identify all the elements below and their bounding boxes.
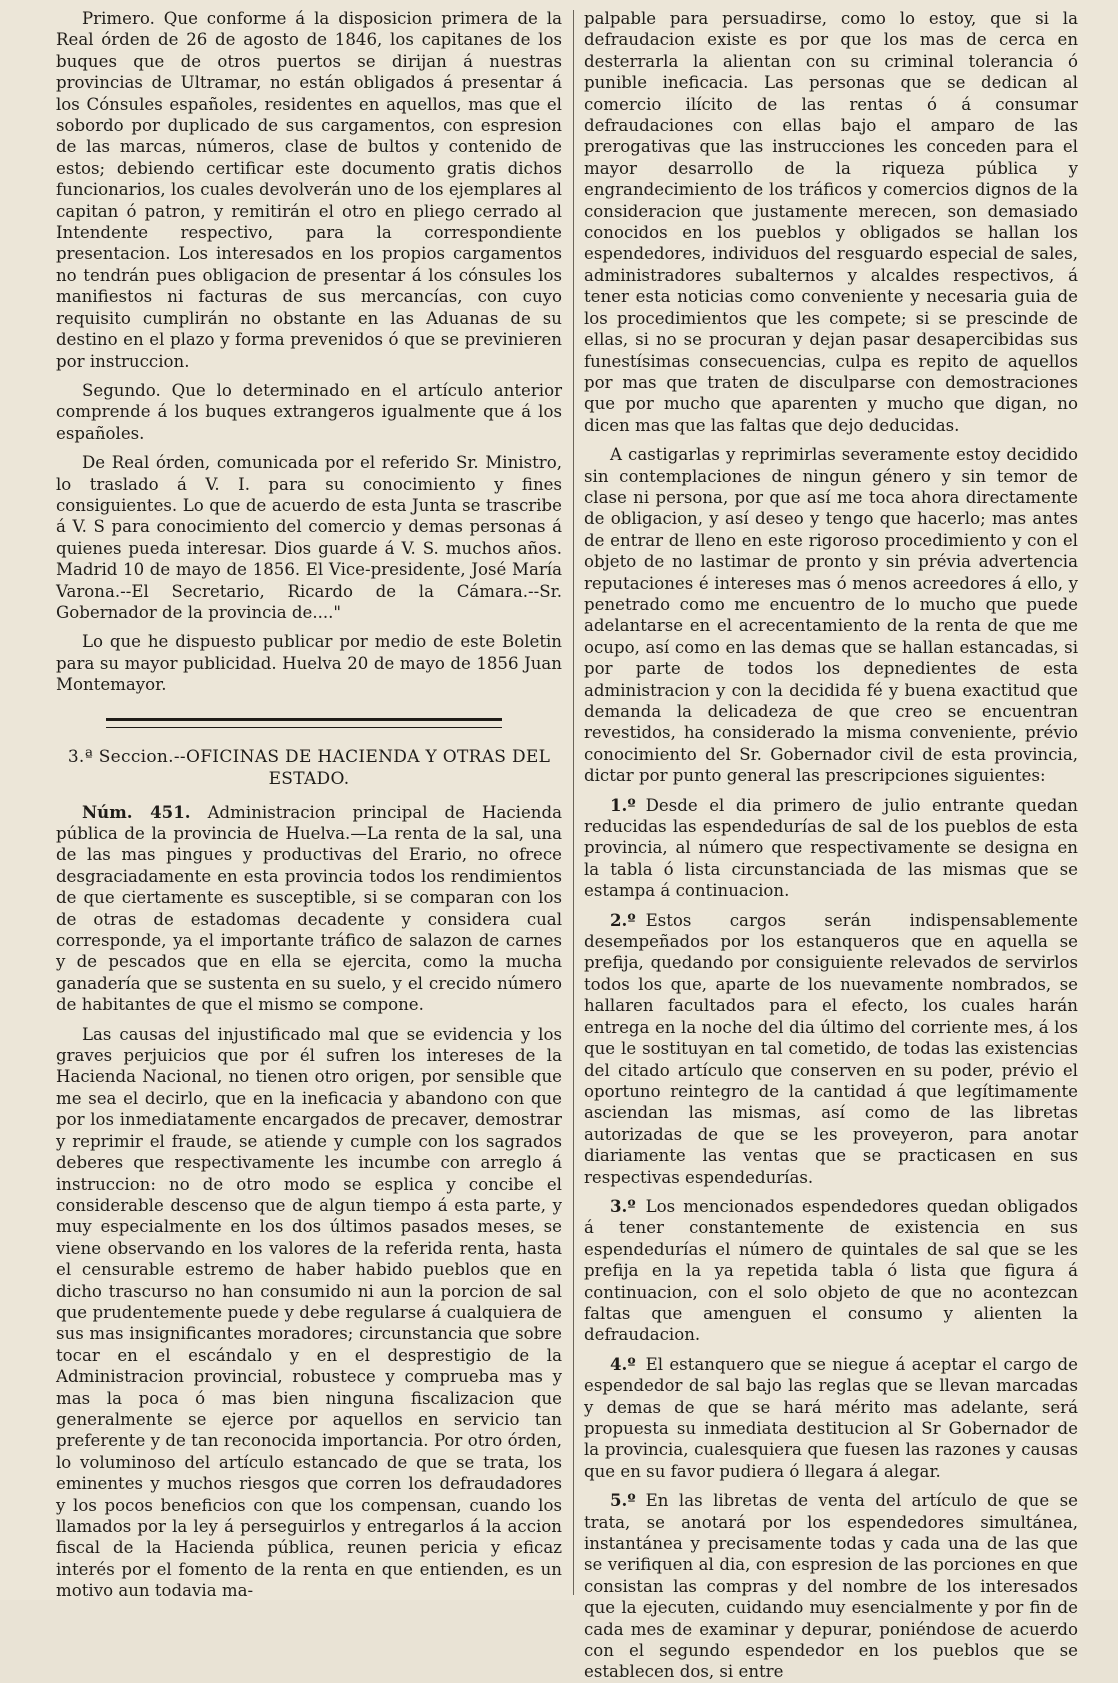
paragraph-palpable: palpable para persuadirse, como lo estoy, que si la defraudacion existe es por que los mas de cerca en desterrarla la alientan con su criminal tolerancia ó punible ineficacia. Las personas que se dedican al comercio ilícito de las rentas ó á consumar defraudaciones con ellas bajo el amparo de las prerogativas que las instrucciones les conceden para el mayor desarrollo de la riqueza pública y engrandecimiento de los tráficos y comercios dignos de la consideracion que justamente merecen, son demasiado conocidos en los pueblos y obligados se hallan los espendedores, individuos del resguardo especial de sales, administradores subalternos y alcaldes respectivos, á tener esta noticias como conveniente y necesaria guia de los procedimientos que les compete; si se prescinde de ellas, si no se procuran y dejan pasar desapercibidas sus funestísimas consecuencias, culpa es repito de aquellos por mas que traten de disculparse con demostraciones que por mucho que aparenten y mucho que digan, no dicen mas que las faltas que dejo deducidas. bbox=[584, 9, 1078, 435]
article-1-number: 1.º bbox=[610, 794, 636, 815]
article-3-text: Los mencionados espendedores quedan obligados á tener constantemente de existencia en sus espendedurías el número de quintales de sal que se les prefija en la ya repetida tabla ó lista que figura á continuacion, con el solo objeto de que no acontezcan faltas que amenguen el consumo y alienten la defraudacion. bbox=[584, 1196, 1078, 1345]
article-2-number: 2.º bbox=[610, 909, 636, 930]
article-1 bbox=[584, 795, 1078, 902]
section-heading: 3.ª Seccion.--OFICINAS DE HACIENDA Y OTRAS DEL ESTADO. bbox=[67, 746, 551, 789]
number-label: Núm. 451. bbox=[82, 801, 191, 822]
article-4-text: El estanquero que se niegue á aceptar el cargo de espendedor de sal bajo las reglas que se llevan marcadas y demas de que se hará mérito mas adelante, será propuesta su inmediata destitucion al Sr Gobernador de la provincia, cualesquiera que fuesen las razones y causas que en su favor pudiera ó llegara á alegar. bbox=[584, 1354, 1078, 1481]
paragraph-primero: Primero. Que conforme á la disposicion primera de la Real órden de 26 de agosto de 1846, los capitanes de los buques que de otros puertos se dirijan á nuestras provincias de Ultramar, no están obligados á presentar á los Cónsules españoles, residentes en aquellos, mas que el sobordo por duplicado de sus cargamentos, con espresion de las marcas, números, clase de bultos y contenido de estos; debiendo certificar este documento gratis dichos funcionarios, los cuales devolverán uno de los ejemplares al capitan ó patron, y remitirán el otro en pliego cerrado al Intendente respectivo, para la correspondiente presentacion. Los interesados en los propios cargamentos no tendrán pues obligacion de presentar á los cónsules los manifiestos ni facturas de sus mercancías, con cuyo requisito cumplirán no obstante en las Aduanas de su destino en el plazo y forma prevenidos ó que se previnieren por instruccion. bbox=[56, 9, 562, 371]
paragraph-segundo: Segundo. Que lo determinado en el artículo anterior comprende á los buques extrangeros igualmente que á los españoles. bbox=[56, 380, 562, 443]
article-1-text: Desde el dia primero de julio entrante quedan reducidas las espendedurías de sal de los pueblos de esta provincia, al número que respectivamente se designa en la tabla ó lista circunstanciada de las mismas que se estampa á continuacion. bbox=[584, 795, 1078, 901]
article-2 bbox=[584, 910, 1078, 1188]
paragraph-castigarlas: A castigarlas y reprimirlas severamente estoy decidido sin contemplaciones de ningun género y sin temor de clase ni persona, por que así me toca ahora directamente de obligacion, y así deseo y tengo que hacerlo; mas antes de entrar de lleno en este rigoroso procedimiento y con el objeto de no lastimar de pronto y sin prévia advertencia reputaciones é intereses mas ó menos acreedores á ello, y penetrado como me encuentro de lo mucho que puede adelantarse en el acrecentamiento de la renta de que me ocupo, así como en las demas que se hallan estancadas, si por parte de todos los depnedientes de esta administracion y con la decidida fé y buena exactitud que demanda la delicadeza de que creo se encuentran revestidos, ha considerado la misma conveniente, prévio conocimiento del Sr. Gobernador civil de esta provincia, dictar por punto general las prescripciones siguientes: bbox=[584, 445, 1078, 786]
article-4-number: 4.º bbox=[610, 1353, 636, 1374]
paragraph-admin bbox=[56, 802, 562, 1016]
article-5 bbox=[584, 1490, 1078, 1683]
article-2-text: Estos cargos serán indispensablemente desempeñados por los estanqueros que en aquella se prefija, quedando por consiguiente relevados de servirlos todos los que, aparte de los nuevamente nombrados, se hallaren facultados para el efecto, los cuales harán entrega en la noche del dia último del corriente mes, á los que le sostituyan en tal cometido, de todas las existencias del citado artículo que conserven en su poder, prévio el oportuno reintegro de la cantidad á que legítimamente asciendan las mismas, así como de las libretas autorizadas de que se les proveyeron, para anotar diariamente las ventas que se practicasen en sus respectivas espendedurías. bbox=[584, 910, 1078, 1187]
column-divider bbox=[573, 10, 574, 1595]
left-column bbox=[56, 8, 563, 1601]
article-5-text: En las libretas de venta del artículo de que se trata, se anotará por los espendedores simultánea, instantánea y precisamente todas y cada una de las que se verifiquen al dia, con espresion de las porciones en que consistan las compras y del nombre de los interesados que la ejecuten, cuidando muy esencialmente y por fin de cada mes de examinar y depurar, poniéndose de acuerdo con el segundo espendedor en los pueblos que se establecen dos, si entre bbox=[584, 1491, 1078, 1682]
article-4 bbox=[584, 1354, 1078, 1482]
paragraph-causas: Las causas del injustificado mal que se evidencia y los graves perjuicios que por él sufren los intereses de la Hacienda Nacional, no tienen otro origen, por sensible que me sea el decirlo, que en la ineficacia y abandono con que por los inmediatamente encargados de precaver, demostrar y reprimir el fraude, se atiende y cumple con los sagrados deberes que respectivamente les incumbe con arreglo á instruccion: no de otro modo se esplica y concibe el considerable descenso que de algun tiempo á esta parte, y muy especialmente en los dos últimos pasados meses, se viene observando en los valores de la referida renta, hasta el censurable estremo de haber habido pueblos que en dicho trascurso no han consumido ni aun la porcion de sal que prudentemente puede y debe regularse á cualquiera de sus mas insignificantes moradores; circunstancia que sobre tocar en el escándalo y en el desprestigio de la Administracion provincial, robustece y comprueba mas y mas la poca ó mas bien ninguna fiscalizacion que generalmente se ejerce por aquellos en servicio tan preferente y de tan reconocida importancia. Por otro órden, lo voluminoso del artículo estancado de que se trata, los eminentes y muchos riesgos que corren los defraudadores y los pocos beneficios con que los compensan, cuando los llamados por la ley á perseguirlos y entregarlos á la accion fiscal de la Hacienda pública, reunen pericia y eficaz interés por el fomento de la renta en que entienden, es un motivo aun todavia ma- bbox=[56, 1024, 562, 1601]
paragraph-publicar: Lo que he dispuesto publicar por medio de este Boletin para su mayor publicidad. Huelva 20 de mayo de 1856 Juan Montemayor. bbox=[56, 632, 562, 695]
paragraph-real-orden: De Real órden, comunicada por el referido Sr. Ministro, lo traslado á V. I. para su conocimiento y fines consiguientes. Lo que de acuerdo de esta Junta se trascribe á V. S para conocimiento del comercio y demas personas á quienes pueda interesar. Dios guarde á V. S. muchos años. Madrid 10 de mayo de 1856. El Vice-presidente, José María Varona.--El Secretario, Ricardo de la Cámara.--Sr. Gobernador de la provincia de...." bbox=[56, 453, 562, 622]
article-3 bbox=[584, 1196, 1078, 1346]
article-5-number: 5.º bbox=[610, 1490, 636, 1511]
paragraph-admin-text: Administracion principal de Hacienda pública de la provincia de Huelva.—La renta de la sal, una de las mas pingues y productivas del Erario, no ofrece desgraciadamente en esta provincia todos los rendimientos de que ciertamente es susceptible, si se comparan con los de otras de estadomas decadente y considera cual corresponde, ya el importante tráfico de salazon de carnes y de pescados que en ella se ejercita, como la mucha ganadería que se sustenta en su suelo, y el crecido número de habitantes de que el mismo se compone. bbox=[56, 802, 563, 1015]
section-divider bbox=[106, 718, 502, 728]
right-column bbox=[584, 8, 1078, 1682]
article-3-number: 3.º bbox=[610, 1195, 636, 1216]
